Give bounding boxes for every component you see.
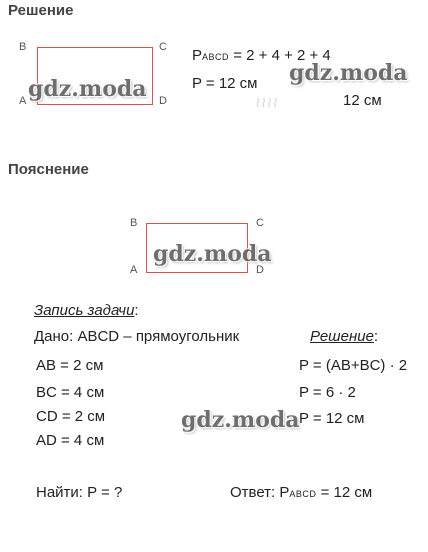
watermark-logo: gdz.moda bbox=[289, 60, 408, 86]
vertex-d-label: D bbox=[159, 95, 167, 107]
explanation-heading: Пояснение bbox=[8, 161, 89, 178]
answer-subscript: ABCD bbox=[289, 489, 317, 499]
side-ab: AB = 2 см bbox=[36, 357, 104, 374]
perimeter-result: P = 12 см bbox=[192, 75, 258, 92]
side-ad: AD = 4 см bbox=[36, 432, 105, 449]
vertex-c-label: C bbox=[159, 41, 167, 53]
solution-heading: Решение bbox=[8, 2, 74, 19]
side-bc: BC = 4 см bbox=[36, 384, 105, 401]
vertex-a-label: A bbox=[19, 95, 27, 107]
vertex-a-label: A bbox=[130, 264, 138, 276]
solution-answer-value: 12 см bbox=[343, 92, 382, 109]
vertex-b-label: B bbox=[130, 217, 138, 229]
find-statement: Найти: P = ? bbox=[36, 484, 123, 501]
vertex-d-label: D bbox=[256, 264, 264, 276]
solution-title-text: Решение bbox=[310, 328, 374, 345]
solution-step-2: P = 6 · 2 bbox=[299, 384, 356, 401]
answer-statement bbox=[230, 484, 372, 501]
faded-mark: ⌇⌇⌇⌇ bbox=[254, 96, 278, 110]
perimeter-symbol: P bbox=[192, 47, 203, 64]
task-title-text: Запись задачи bbox=[34, 302, 135, 319]
side-cd: CD = 2 см bbox=[36, 408, 106, 425]
vertex-b-label: B bbox=[19, 41, 27, 53]
perimeter-subscript: ABCD bbox=[202, 52, 230, 62]
answer-value: = 12 см bbox=[316, 484, 373, 501]
answer-prefix: Ответ: P bbox=[230, 484, 290, 501]
given-statement: Дано: ABCD – прямоугольник bbox=[34, 328, 240, 345]
watermark-logo: gdz.moda bbox=[28, 76, 147, 102]
watermark-logo: gdz.moda bbox=[181, 407, 300, 433]
solution-step-1: P = (AB+BC) · 2 bbox=[299, 357, 408, 374]
solution-title-colon: : bbox=[373, 328, 379, 345]
task-title bbox=[34, 302, 139, 319]
watermark-logo: gdz.moda bbox=[153, 241, 272, 267]
perimeter-sum: = 2 + 4 + 2 + 4 bbox=[229, 47, 331, 64]
task-title-colon: : bbox=[134, 302, 139, 319]
solution-title bbox=[310, 328, 378, 345]
solution-step-3: P = 12 см bbox=[299, 410, 365, 427]
vertex-c-label: C bbox=[256, 217, 264, 229]
